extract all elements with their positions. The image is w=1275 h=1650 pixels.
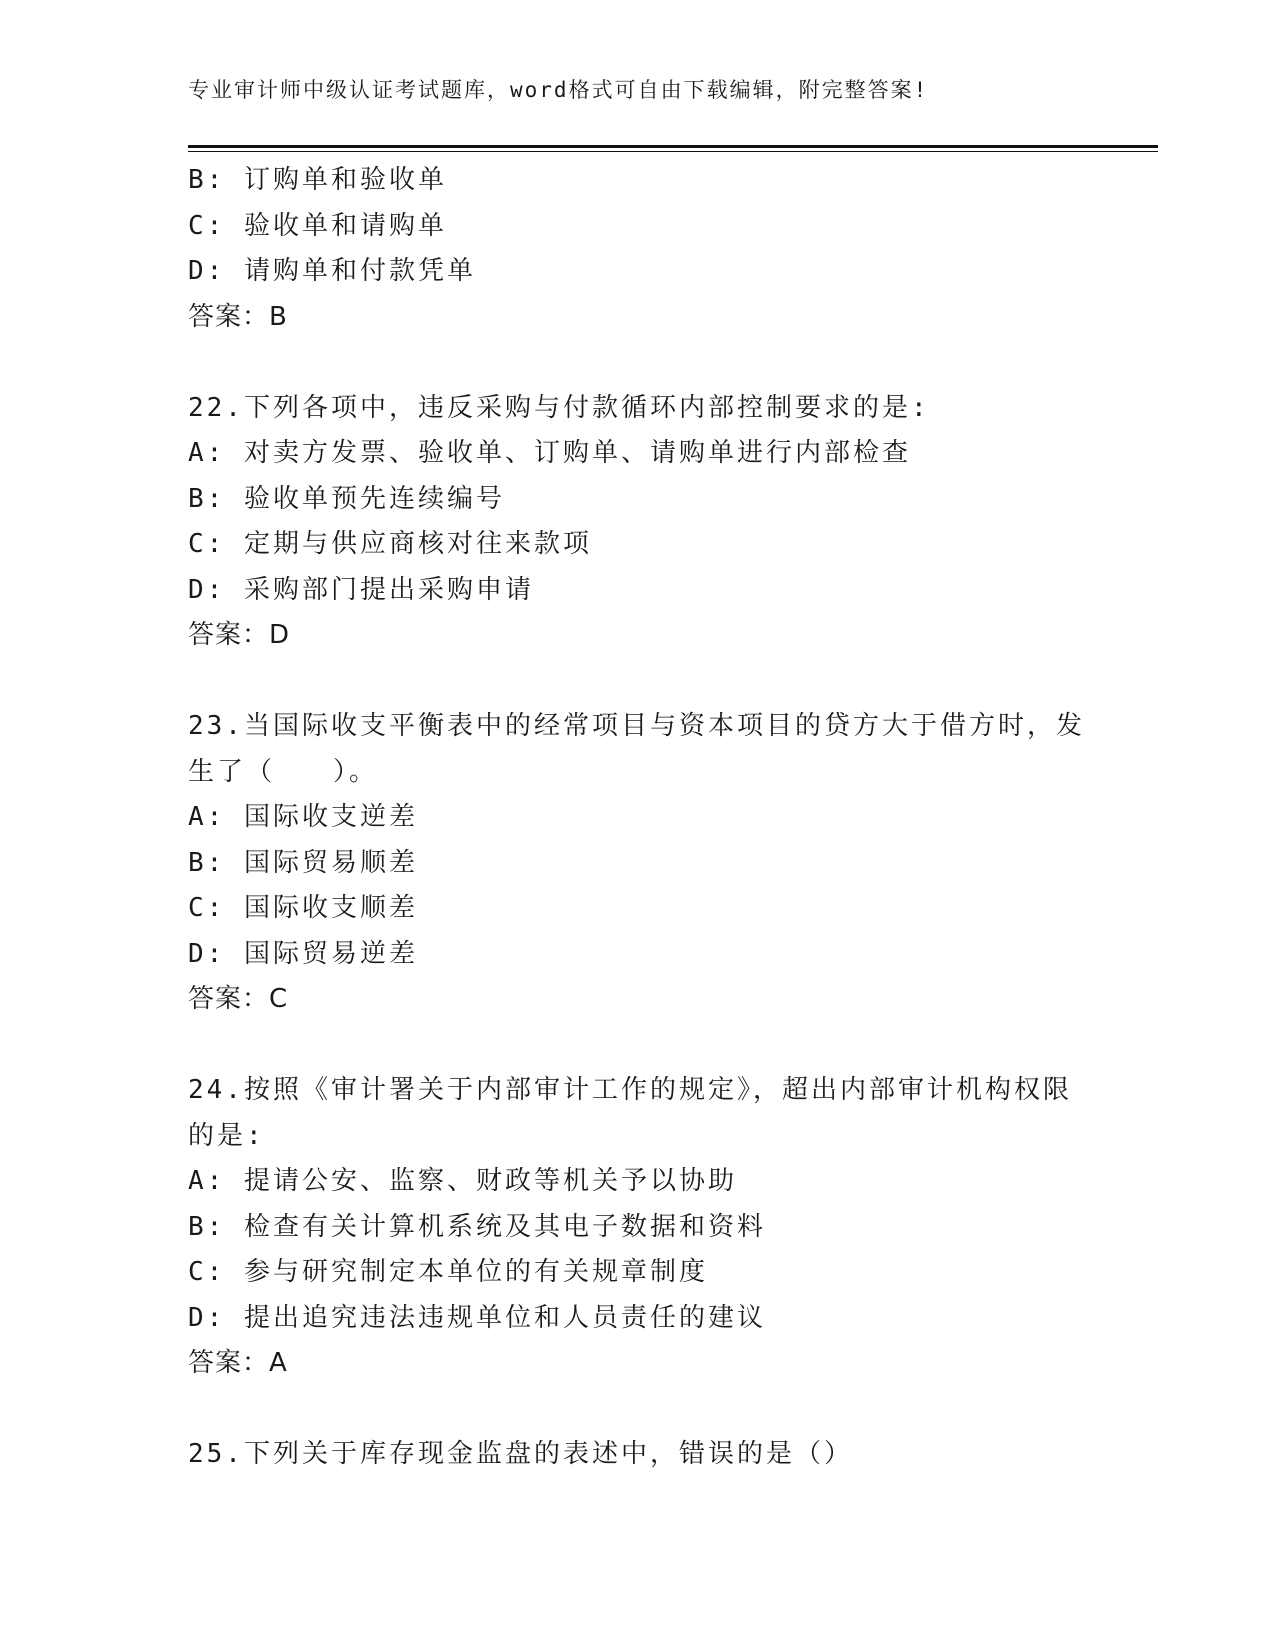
question-23 [188, 704, 1088, 1023]
option-b: B: 验收单预先连续编号 [188, 483, 505, 514]
option-d: D: 请购单和付款凭单 [188, 256, 476, 286]
question-stem-line-1: 23.当国际收支平衡表中的经常项目与资本项目的贷方大于借方时，发 [188, 711, 1085, 741]
option-a: A: 国际收支逆差 [188, 802, 418, 832]
answer-line: 答案：C [188, 984, 289, 1014]
question-24 [188, 1068, 1088, 1387]
question-stem-line-1: 24.按照《审计署关于内部审计工作的规定》，超出内部审计机构权限 [188, 1075, 1072, 1105]
answer-line: 答案：A [188, 1348, 288, 1378]
question-25 [188, 1432, 1088, 1478]
question-stem-line-2: 的是: [188, 1120, 265, 1151]
option-c: C: 参与研究制定本单位的有关规章制度 [188, 1257, 708, 1287]
question-content [188, 158, 1088, 1478]
spacer [188, 1387, 1088, 1433]
option-d: D: 采购部门提出采购申请 [188, 574, 534, 605]
option-c: C: 验收单和请购单 [188, 210, 447, 241]
question-stem: 25.下列关于库存现金监盘的表述中，错误的是（） [188, 1439, 853, 1469]
answer-line: 答案：D [188, 620, 291, 650]
question-21 [188, 158, 1088, 340]
header-divider-thick [188, 145, 1158, 148]
question-stem: 22.下列各项中，违反采购与付款循环内部控制要求的是: [188, 392, 930, 423]
question-22 [188, 386, 1088, 659]
option-a: A: 提请公安、监察、财政等机关予以协助 [188, 1166, 737, 1196]
option-a: A: 对卖方发票、验收单、订购单、请购单进行内部检查 [188, 438, 911, 468]
option-c: C: 定期与供应商核对往来款项 [188, 529, 592, 559]
header-divider-thin [188, 151, 1158, 152]
option-d: D: 提出追究违法违规单位和人员责任的建议 [188, 1302, 766, 1333]
question-stem-line-2: 生了（ ）。 [188, 756, 379, 787]
option-b: B: 国际贸易顺差 [188, 847, 418, 878]
spacer [188, 1023, 1088, 1069]
option-b: B: 订购单和验收单 [188, 165, 447, 195]
option-d: D: 国际贸易逆差 [188, 938, 418, 969]
spacer [188, 659, 1088, 705]
option-b: B: 检查有关计算机系统及其电子数据和资料 [188, 1211, 766, 1242]
spacer [188, 340, 1088, 386]
option-c: C: 国际收支顺差 [188, 893, 418, 923]
page-header: 专业审计师中级认证考试题库，word格式可自由下载编辑，附完整答案! [188, 78, 929, 102]
answer-line: 答案：B [188, 301, 288, 332]
